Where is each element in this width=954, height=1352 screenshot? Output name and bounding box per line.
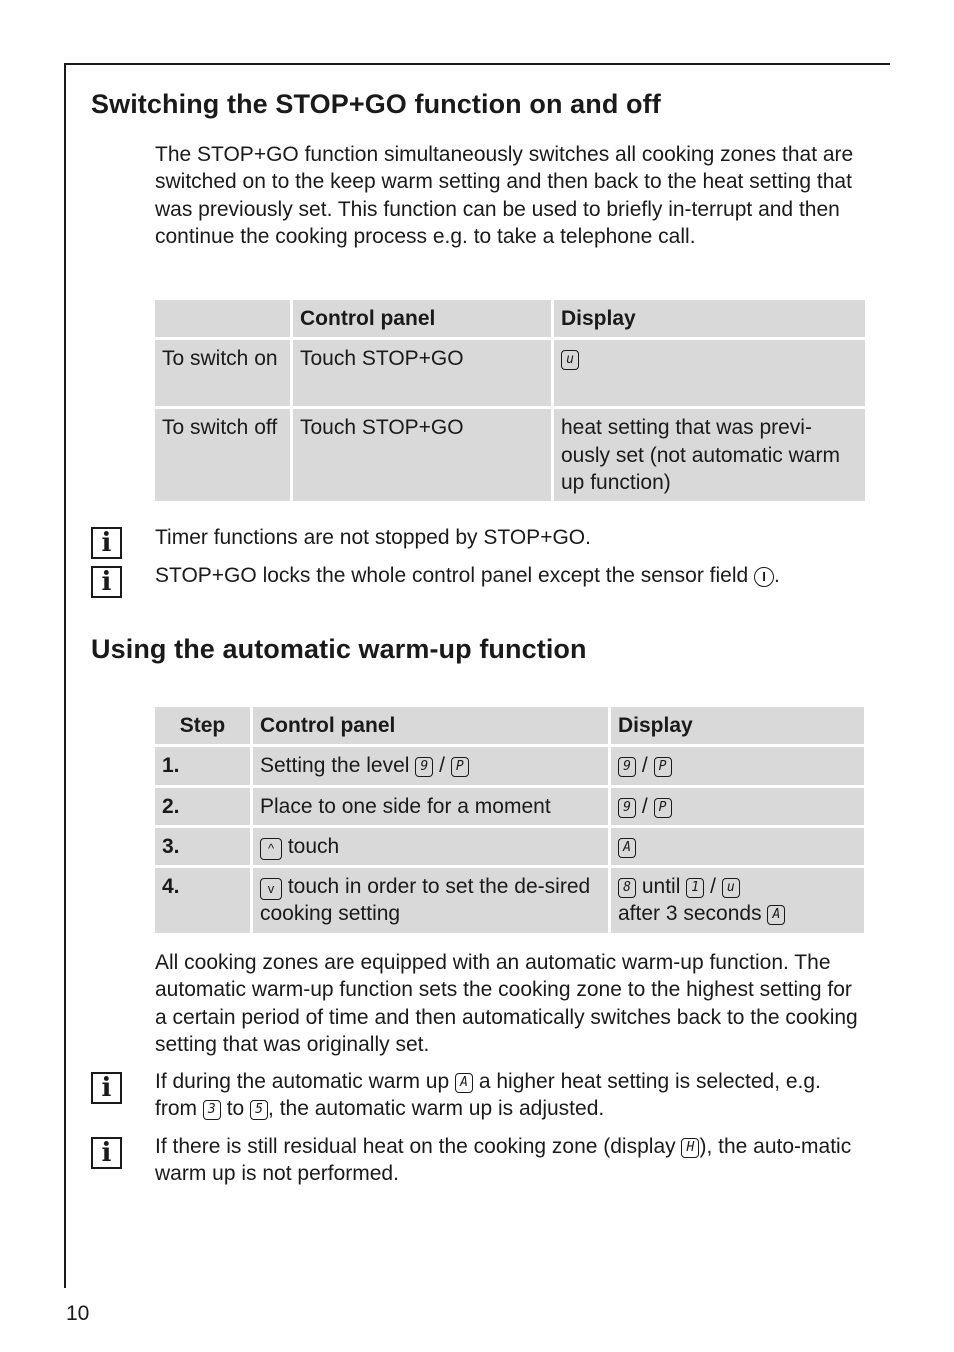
info-icon: i: [91, 527, 122, 559]
table-cell: Setting the level 9 / P: [253, 747, 608, 784]
table-cell: Touch STOP+GO: [293, 409, 551, 501]
display-symbol: 9: [618, 757, 636, 777]
step-number: 3.: [155, 828, 250, 865]
display-symbol: H: [681, 1138, 699, 1158]
table-cell: ^ touch: [253, 828, 608, 865]
display-symbol: P: [451, 757, 469, 777]
table-cell: To switch on: [155, 340, 290, 406]
note-residual-heat: If there is still residual heat on the cooking zone (display H ), the auto-matic warm up is not performed.: [155, 1135, 852, 1185]
table-cell: 9 / P: [611, 788, 864, 825]
display-symbol: 5: [250, 1100, 268, 1120]
up-arrow-key-icon: ^: [260, 838, 282, 860]
info-icon: i: [91, 1072, 122, 1104]
info-icon: i: [91, 566, 122, 598]
note-lock: STOP+GO locks the whole control panel except the sensor field I .: [155, 564, 780, 587]
display-symbol: 8: [618, 878, 636, 898]
table-row: [155, 788, 864, 825]
display-symbol: P: [654, 757, 672, 777]
table-cell: 8 until 1 / u after 3 seconds A: [611, 868, 864, 933]
display-symbol: A: [767, 905, 785, 925]
table-cell: v touch in order to set the de-sired cooking setting: [253, 868, 608, 933]
warm-up-table: [152, 704, 867, 936]
keep-warm-display-symbol: u: [561, 350, 579, 370]
note-timer: Timer functions are not stopped by STOP+GO.: [155, 526, 591, 549]
section-title-stop-go: Switching the STOP+GO function on and off: [91, 89, 661, 119]
table-row: [155, 409, 865, 501]
section-title-warm-up: Using the automatic warm-up function: [91, 634, 587, 664]
page-frame-left-rule: [64, 63, 66, 1288]
note-warm-up-adjust: If during the automatic warm up A a higher heat setting is selected, e.g. from 3 to 5 , the automatic warm up is adjusted.: [155, 1070, 821, 1120]
table-header: [155, 300, 290, 337]
display-symbol: 9: [618, 798, 636, 818]
table-header: Display: [611, 707, 864, 744]
table-header: Control panel: [293, 300, 551, 337]
table-row: [155, 868, 864, 933]
table-header: Step: [155, 707, 250, 744]
table-row: [155, 747, 864, 784]
table-row: [155, 340, 865, 406]
table-row: [155, 828, 864, 865]
display-symbol: 9: [415, 757, 433, 777]
display-symbol: P: [654, 798, 672, 818]
table-cell: [611, 828, 864, 865]
display-symbol: 3: [203, 1100, 221, 1120]
table-cell: To switch off: [155, 409, 290, 501]
down-arrow-key-icon: v: [260, 878, 282, 900]
stop-go-intro: The STOP+GO function simultaneously switches all cooking zones that are switched on to the keep warm setting and then back to the heat setting that was previously set. This function can be used to briefly in-terrupt and then continue the cooking process e.g. to take a telephone call.: [155, 143, 854, 248]
display-symbol: 1: [686, 878, 704, 898]
table-cell: heat setting that was previ-ously set (not automatic warm up function): [554, 409, 865, 501]
table-header: Control panel: [253, 707, 608, 744]
step-number: 4.: [155, 868, 250, 933]
step-number: 1.: [155, 747, 250, 784]
display-symbol: A: [455, 1073, 473, 1093]
table-header-row: [155, 300, 865, 337]
table-header-row: [155, 707, 864, 744]
display-symbol: u: [722, 878, 740, 898]
step-number: 2.: [155, 788, 250, 825]
info-icon: i: [91, 1137, 122, 1169]
sensor-field-on-off-icon: I: [754, 567, 774, 587]
stop-go-table: [152, 297, 868, 504]
table-cell: Place to one side for a moment: [253, 788, 608, 825]
table-header: Display: [554, 300, 865, 337]
table-cell: Touch STOP+GO: [293, 340, 551, 406]
page-frame-top-rule: [65, 63, 890, 65]
table-cell: 9 / P: [611, 747, 864, 784]
table-cell: [554, 340, 865, 406]
page-number: 10: [66, 1302, 90, 1325]
warm-up-description: All cooking zones are equipped with an automatic warm-up function. The automatic warm-up function sets the cooking zone to the highest setting for a certain period of time and then automatically switches back to the cooking setting that was originally set.: [155, 951, 858, 1056]
display-symbol: A: [618, 838, 636, 858]
